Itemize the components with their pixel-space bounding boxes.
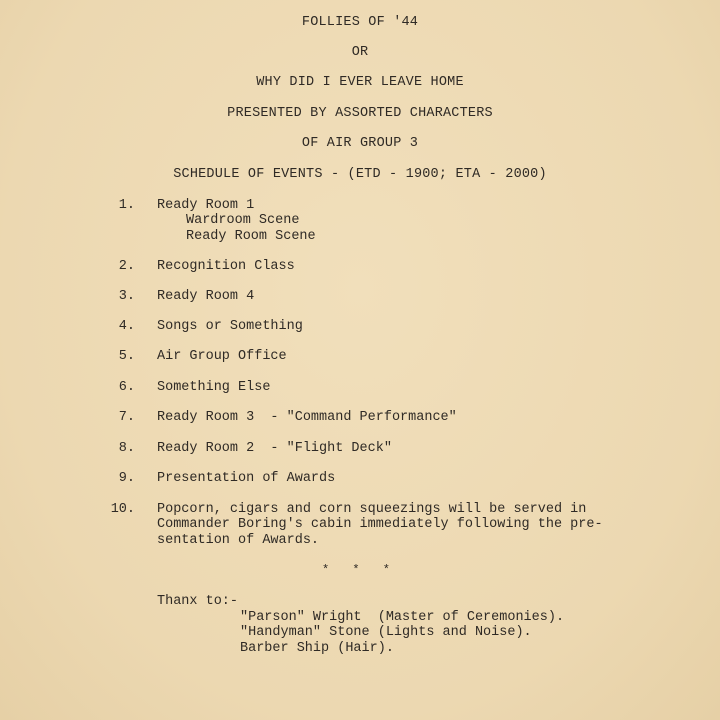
- schedule-subitem: Ready Room Scene: [186, 229, 316, 244]
- thanks-line: "Handyman" Stone (Lights and Noise).: [240, 625, 532, 640]
- schedule-item: Ready Room 3 - "Command Performance": [157, 410, 457, 425]
- title-or: OR: [351, 45, 369, 60]
- title-follies: FOLLIES OF '44: [301, 15, 419, 30]
- schedule-item-line: sentation of Awards.: [157, 533, 320, 548]
- schedule-item: Something Else: [157, 380, 271, 395]
- schedule-number: 3.: [118, 289, 135, 304]
- schedule-number: 1.: [118, 198, 135, 213]
- schedule-number: 4.: [118, 319, 135, 334]
- title-air-group: OF AIR GROUP 3: [301, 136, 419, 151]
- schedule-number: 6.: [118, 380, 135, 395]
- schedule-number: 7.: [118, 410, 135, 425]
- schedule-item: Songs or Something: [157, 319, 303, 334]
- section-separator: * * *: [321, 563, 398, 577]
- title-subtitle: WHY DID I EVER LEAVE HOME: [256, 75, 464, 90]
- thanks-line: Barber Ship (Hair).: [240, 641, 394, 656]
- schedule-item: Ready Room 4: [157, 289, 255, 304]
- schedule-number: 2.: [118, 259, 135, 274]
- schedule-number: 10.: [110, 502, 135, 517]
- schedule-subitem: Wardroom Scene: [186, 213, 300, 228]
- schedule-number: 8.: [118, 441, 135, 456]
- schedule-item: Presentation of Awards: [157, 471, 336, 486]
- schedule-number: 9.: [118, 471, 135, 486]
- schedule-item: Ready Room 1: [157, 198, 255, 213]
- schedule-item: Recognition Class: [157, 259, 295, 274]
- schedule-number: 5.: [118, 349, 135, 364]
- schedule-item: Ready Room 2 - "Flight Deck": [157, 441, 392, 456]
- schedule-heading: SCHEDULE OF EVENTS - (ETD - 1900; ETA - 2000): [173, 167, 547, 182]
- schedule-item: Air Group Office: [157, 349, 287, 364]
- schedule-item-line: Popcorn, cigars and corn squeezings will be served in: [157, 502, 587, 517]
- thanks-line: "Parson" Wright (Master of Ceremonies).: [240, 610, 565, 625]
- schedule-item-line: Commander Boring's cabin immediately following the pre-: [157, 517, 603, 532]
- title-presented-by: PRESENTED BY ASSORTED CHARACTERS: [227, 106, 493, 121]
- thanks-heading: Thanx to:-: [157, 594, 239, 609]
